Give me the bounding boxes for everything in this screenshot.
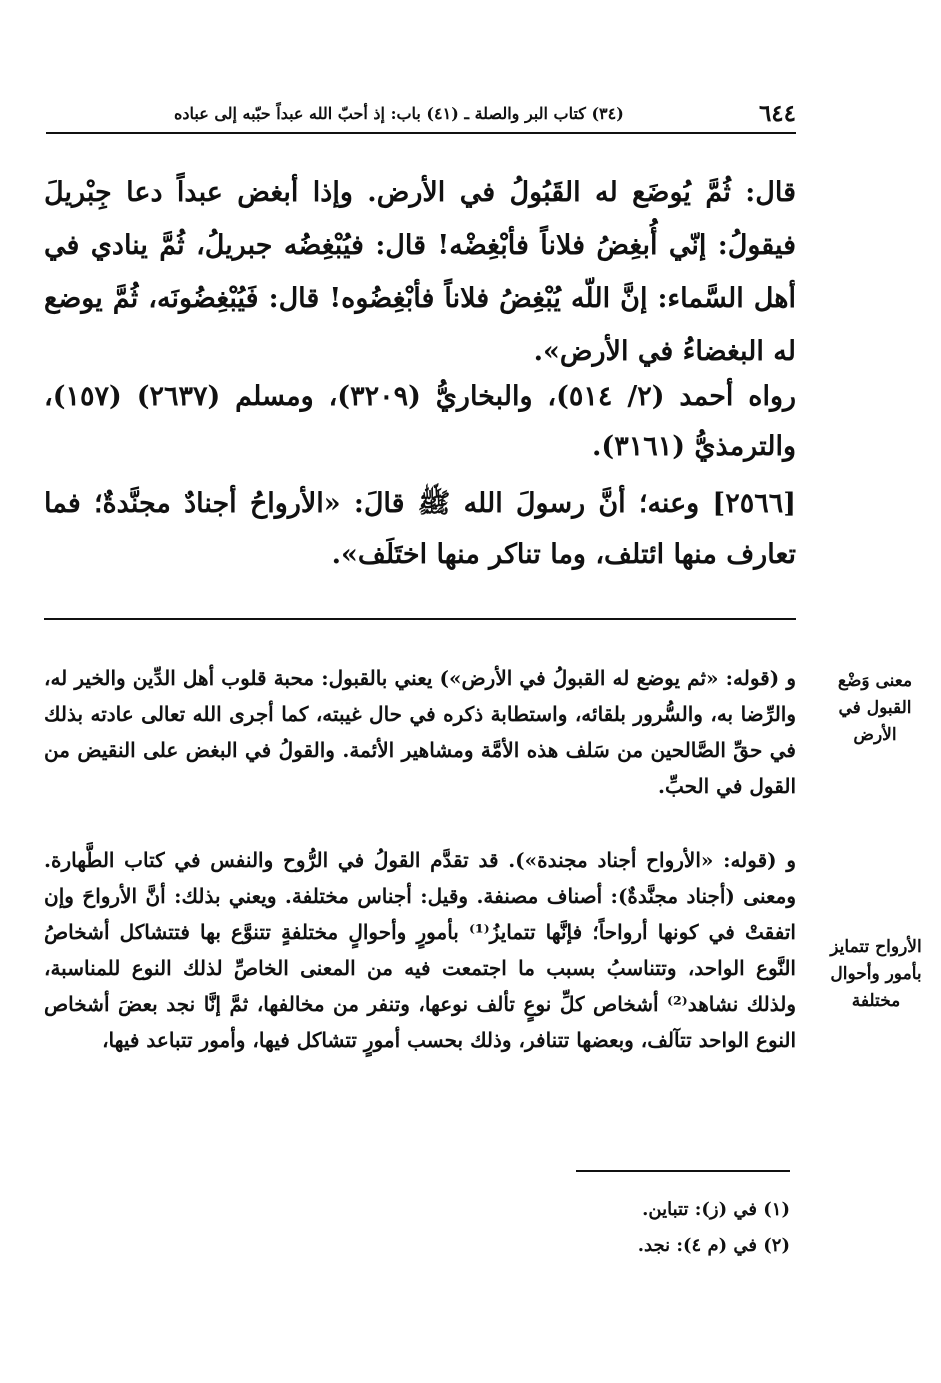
hadith-2566: [٢٥٦٦] وعنه؛ أنَّ رسولَ الله ﷺ قالَ: «الأرواحُ أجنادٌ مجنَّدةٌ؛ فما تعارف منها ائتلف، وما تناكر منها اختَلَف». [44, 488, 796, 570]
commentary-paragraph-2: و (قوله: «الأرواح أجناد مجندة»). قد تقدَّم القولُ في الرُّوح والنفس في كتاب الطَّهارة. ومعنى (أجناد مجنَّدةٌ): أصناف مصنفة. وقيل: أجناس مختلفة. ويعني بذلك: أنَّ الأرواحَ وإن اتفقتْ في كونها أرواحاً؛ فإنَّها تتمايزُ⁽¹⁾ بأمورٍ وأحوالٍ مختلفةٍ تتنوَّع بها فتتشاكل أشخاصُ النَّوع الواحد، وتتناسبُ بسبب ما اجتمعت فيه من المعنى الخاصِّ لذلك النوع للمناسبة، ولذلك نشاهد⁽²⁾ أشخاص كلِّ نوعٍ تألف نوعها، وتنفر من مخالفها، ثمَّ إنَّا نجد بعضَ أشخاص النوع الواحد تتآلف، وبعضها تتنافر، وذلك بحسب أمورٍ تتشاكل فيها، وأمور تتباعد فيها، [44, 848, 796, 1052]
margin-note-2: الأرواح تتمايز بأمور وأحوال مختلفة [830, 937, 922, 1011]
margin-note-1: معنى وَضْع القبول في الأرض [837, 671, 913, 745]
footnote-1: (١) في (ز): تتباين. [642, 1199, 790, 1220]
section-divider [44, 618, 796, 620]
page-header [46, 98, 796, 128]
hadith-narration-sources: رواه أحمد (٢/ ٥١٤)، والبخاريُّ (٣٢٠٩)، ومسلم (٢٦٣٧) (١٥٧)، والترمذيُّ (٣١٦١). [44, 381, 797, 462]
footnotes [400, 1192, 790, 1264]
commentary-paragraph-1: و (قوله: «ثم يوضع له القبولُ في الأرض») يعني بالقبول: محبة قلوب أهل الدِّين والخير له، والرِّضا به، والسُّرور بلقائه، واستطابة ذكره في حال غيبته، كما أجرى الله تعالى عادته بذلك في حقِّ الصَّالحين من سَلف هذه الأمَّة ومشاهير الأئمة. والقولُ في البغض على النقيض من القول في الحبِّ. [44, 666, 796, 798]
footnote-2: (٢) في (م ٤): نجد. [637, 1235, 790, 1256]
footnote-rule [576, 1170, 790, 1172]
running-title: (٣٤) كتاب البر والصلة ـ (٤١) باب: إذ أحبّ الله عبداً حبّبه إلى عباده [174, 104, 624, 123]
hadith-text-continued: قال: ثُمَّ يُوضَع له القَبُولُ في الأرض. وإذا أبغض عبداً دعا جِبْريلَ فيقولُ: إنّي أُبغِضُ فلاناً فأبْغِضْه! قال: فيُبْغِضُه جبريلُ، ثُمَّ ينادي في أهل السَّماء: إنَّ اللّه يُبْغِضُ فلاناً فأبْغِضُوه! قال: فَيُبْغِضُونَه، ثُمَّ يوضع له البغضاءُ في الأرض». [44, 177, 796, 367]
page-number: ٦٤٤ [758, 100, 796, 127]
header-rule [46, 132, 796, 134]
